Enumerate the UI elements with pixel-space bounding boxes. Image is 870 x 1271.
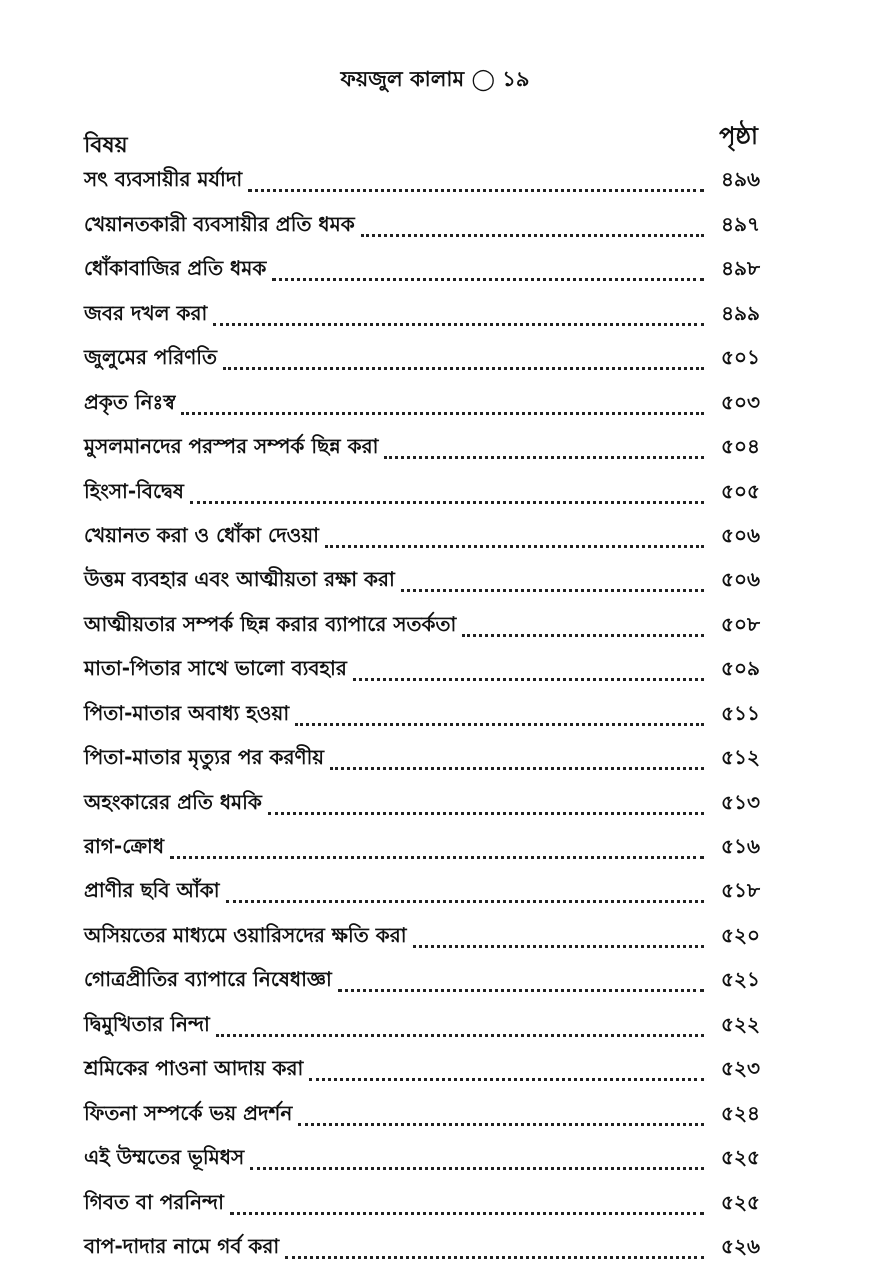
toc-entry-title: গিবত বা পরনিন্দা [84, 1189, 224, 1214]
toc-entry-page-number: ৫০৫ [721, 478, 760, 503]
toc-entry-title: উত্তম ব্যবহার এবং আত্মীয়তা রক্ষা করা [84, 567, 395, 592]
toc-entry-page-number: ৪৯৮ [721, 256, 760, 281]
toc-entry [84, 471, 760, 515]
dot-leader [309, 1078, 704, 1081]
dot-leader [272, 278, 704, 281]
toc-entry-page-number: ৫২৫ [721, 1145, 760, 1170]
toc-entry-title: প্রাণীর ছবি আঁকা [84, 878, 220, 903]
dot-leader [213, 323, 704, 326]
dot-leader [223, 367, 704, 370]
toc-entry-page-number: ৫১১ [721, 700, 760, 725]
dot-leader [226, 900, 704, 903]
toc-entry-page-number: ৫১৩ [721, 789, 760, 814]
toc-entry [84, 649, 760, 693]
toc-entry [84, 249, 760, 293]
page-column-label: পৃষ্ঠা [719, 122, 758, 150]
toc-entry-title: ফিতনা সম্পর্কে ভয় প্রদর্শন [84, 1100, 293, 1125]
dot-leader [295, 723, 704, 726]
dot-leader [325, 545, 704, 548]
toc-entry-title: ধোঁকাবাজির প্রতি ধমক [84, 256, 267, 281]
column-headers [84, 118, 760, 158]
toc-entry-title: পিতা-মাতার মৃত্যুর পর করণীয় [84, 745, 325, 770]
toc-entry-title: সৎ ব্যবসায়ীর মর্যাদা [84, 167, 243, 192]
toc-entry-page-number: ৫০৪ [721, 434, 760, 459]
dot-leader [462, 634, 704, 637]
subject-column-label: বিষয় [84, 133, 128, 158]
toc-entry-title: গোত্রপ্রীতির ব্যাপারে নিষেধাজ্ঞা [84, 967, 332, 992]
dot-leader [401, 589, 704, 592]
toc-entry [84, 1227, 760, 1271]
toc-entry [84, 915, 760, 959]
dot-leader [298, 1123, 704, 1126]
toc-entry-title: জবর দখল করা [84, 300, 208, 325]
toc-entry [84, 338, 760, 382]
toc-entry [84, 604, 760, 648]
dot-leader [230, 1212, 704, 1215]
toc-entry [84, 382, 760, 426]
toc-entry-page-number: ৪৯৬ [721, 167, 760, 192]
toc-entry-page-number: ৫২৫ [721, 1189, 760, 1214]
toc-entry [84, 560, 760, 604]
toc-entry [84, 516, 760, 560]
dot-leader [384, 456, 704, 459]
toc-entry-title: হিংসা-বিদ্বেষ [84, 478, 184, 503]
toc-entry [84, 871, 760, 915]
dot-leader [353, 678, 704, 681]
toc-entry [84, 160, 760, 204]
toc-entry [84, 782, 760, 826]
toc-entry-page-number: ৫২০ [721, 922, 760, 947]
toc-entry [84, 1093, 760, 1137]
toc-entry-page-number: ৫০৩ [721, 389, 760, 414]
dot-leader [413, 945, 705, 948]
toc-entry-page-number: ৫২১ [721, 967, 760, 992]
toc-entry [84, 1182, 760, 1226]
toc-entry-page-number: ৫২৬ [721, 1233, 760, 1258]
dot-leader [250, 1167, 704, 1170]
toc-entry-title: রাগ-ক্রোধ [84, 834, 165, 858]
toc-entry [84, 204, 760, 248]
toc-entry-title: পিতা-মাতার অবাধ্য হওয়া [84, 700, 290, 725]
dot-leader [248, 189, 704, 192]
dot-leader [190, 501, 704, 504]
toc-entry-page-number: ৫০৬ [721, 522, 760, 547]
toc-entry [84, 827, 760, 871]
dot-leader [338, 989, 704, 992]
toc-entry-title: জুলুমের পরিণতি [84, 345, 218, 370]
toc-entry-page-number: ৪৯৯ [721, 300, 760, 325]
toc-entry-page-number: ৫০৬ [721, 567, 760, 592]
dot-leader [268, 812, 704, 815]
toc-entry [84, 427, 760, 471]
toc-entry-title: মুসলমানদের পরস্পর সম্পর্ক ছিন্ন করা [84, 434, 379, 459]
toc-entry-page-number: ৫০১ [721, 345, 760, 370]
toc-entry-title: এই উম্মতের ভূমিধস [84, 1145, 245, 1170]
dot-leader [285, 1256, 704, 1259]
dot-leader [181, 412, 704, 415]
toc-entry-page-number: ৫১৮ [721, 878, 760, 903]
toc-entry [84, 960, 760, 1004]
toc-entry [84, 693, 760, 737]
toc-entry-page-number: ৫২২ [721, 1011, 760, 1036]
toc-entry-page-number: ৫০৯ [721, 656, 760, 681]
toc-entry-title: খেয়ানত করা ও ধোঁকা দেওয়া [84, 522, 319, 547]
toc-entry-title: দ্বিমুখিতার নিন্দা [84, 1011, 210, 1036]
table-of-contents [84, 160, 760, 1271]
dot-leader [216, 1034, 704, 1037]
toc-entry-page-number: ৫০৮ [721, 611, 760, 636]
toc-entry-page-number: ৫১৬ [721, 834, 760, 858]
toc-entry-title: প্রকৃত নিঃস্ব [84, 389, 176, 414]
toc-entry-page-number: ৫২৪ [721, 1100, 760, 1125]
toc-entry-title: আত্মীয়তার সম্পর্ক ছিন্ন করার ব্যাপারে সতর্কতা [84, 611, 457, 636]
toc-entry-title: বাপ-দাদার নামে গর্ব করা [84, 1233, 280, 1258]
toc-entry-page-number: ৫১২ [721, 745, 760, 770]
toc-entry-title: অসিয়তের মাধ্যমে ওয়ারিসদের ক্ষতি করা [84, 922, 407, 947]
toc-entry-title: খেয়ানতকারী ব্যবসায়ীর প্রতি ধমক [84, 211, 355, 236]
toc-entry-page-number: ৪৯৭ [721, 211, 760, 236]
toc-entry-title: মাতা-পিতার সাথে ভালো ব্যবহার [84, 656, 347, 681]
toc-entry-title: শ্রমিকের পাওনা আদায় করা [84, 1056, 304, 1081]
toc-entry [84, 1004, 760, 1048]
toc-entry [84, 1049, 760, 1093]
running-header: ফয়জুল কালাম ◯ ১৯ [340, 67, 530, 91]
toc-entry [84, 738, 760, 782]
dot-leader [170, 856, 704, 859]
dot-leader [361, 234, 704, 237]
toc-entry-title: অহংকারের প্রতি ধমকি [84, 789, 262, 814]
dot-leader [330, 767, 704, 770]
toc-entry [84, 293, 760, 337]
toc-entry [84, 1138, 760, 1182]
toc-entry-page-number: ৫২৩ [721, 1056, 760, 1081]
